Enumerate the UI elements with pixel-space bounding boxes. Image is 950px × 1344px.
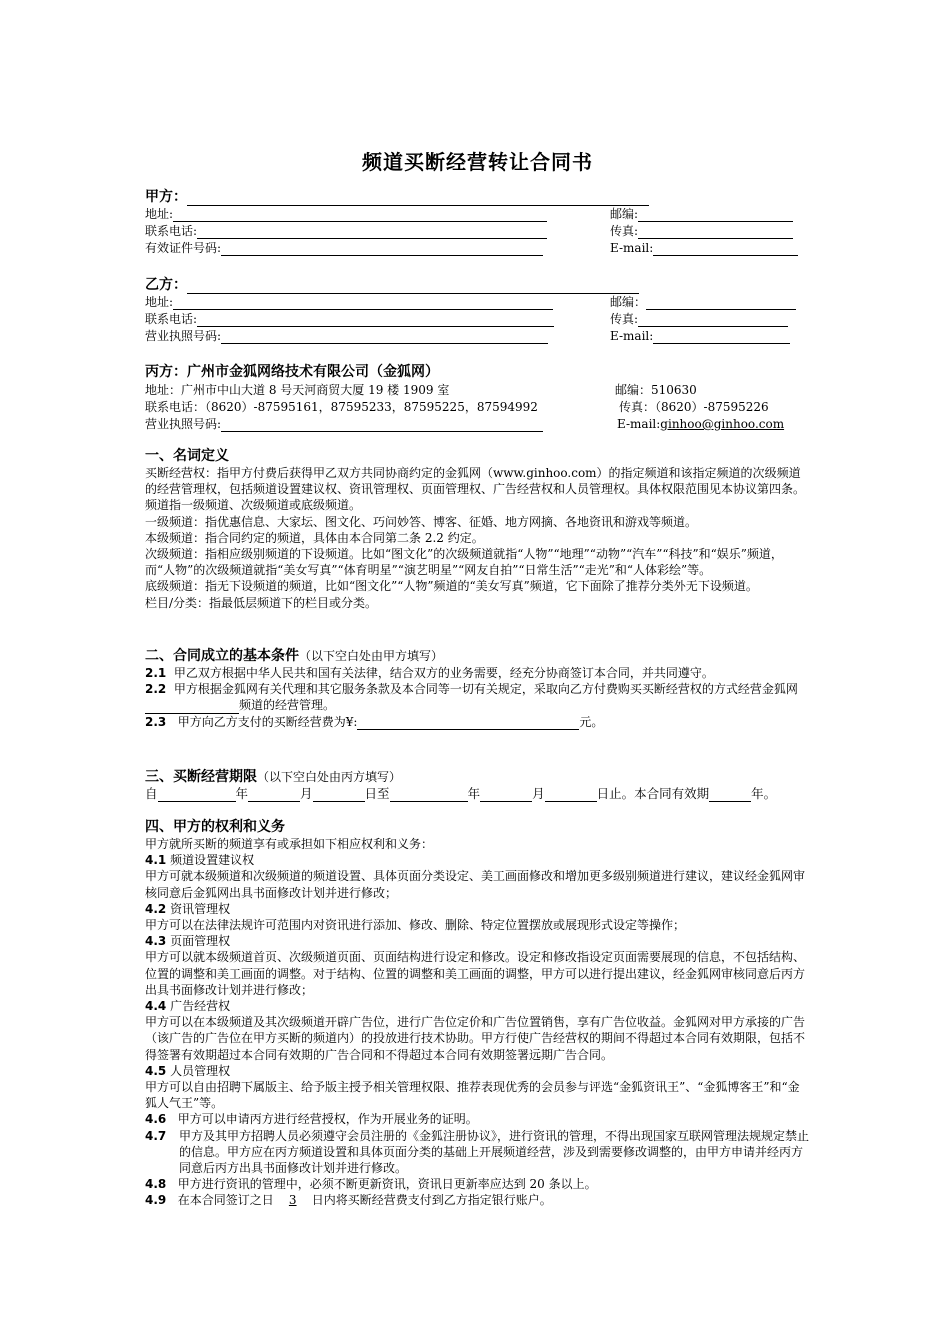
clause-4-4-text: 甲方可以在本级频道及其次级频道开辟广告位，进行广告位定价和广告位置销售，享有广告位收益。金狐网对甲方承接的广告（该广告的广告位在甲方买断的频道内）的投放进行技术协助。甲方行使广告经营权的期间不得超过本合同有效期限，包括不得签署有效期超过本合同有效期的广告合同和不得超过本合同有效期签署远期广告合同。 (145, 1015, 806, 1062)
party-c-license-field[interactable] (221, 418, 543, 432)
start-day-field[interactable] (313, 788, 365, 802)
clause-4-9-text: 在本合同签订之日 (177, 1193, 274, 1208)
section-2-note: （以下空白处由甲方填写） (299, 649, 444, 663)
clause-4-1-number: 4.1 (145, 853, 167, 868)
channel-name-field[interactable] (145, 700, 239, 714)
party-c-email-value[interactable]: ginhoo@ginhoo.com (660, 417, 785, 431)
term-from-label: 自 (145, 786, 158, 801)
section-4-intro: 甲方就所买断的频道享有或承担如下相应权利和义务： (145, 837, 434, 851)
party-b-phone-label: 联系电话: (145, 312, 198, 326)
party-b-postcode-label: 邮编： (610, 295, 647, 309)
payment-days-field[interactable]: 3 (288, 1193, 297, 1208)
clause-4-3-heading (145, 933, 810, 949)
party-c-license-label: 营业执照号码: (145, 417, 222, 431)
clause-4-3-number: 4.3 (145, 934, 167, 949)
definition-sublevel: 次级频道：指相应级别频道的下设频道。比如“图文化”的次级频道就指“人物”“地理”“动物”“汽车”“科技”和“娱乐”频道，而“人物”的次级频道就指“美女写真”“体育明星”“演艺明星”“网友自拍”“日常生活”“走光”和“人体彩绘”等。 (145, 547, 783, 578)
clause-2-2 (145, 681, 810, 713)
clause-4-1-title: 频道设置建议权 (170, 853, 255, 868)
section-1-body (145, 465, 810, 611)
clause-4-7-number: 4.7 (145, 1128, 167, 1143)
party-b-phone-field[interactable] (197, 313, 554, 327)
term-end-year-label: 年 (467, 786, 481, 801)
clause-4-1-heading (145, 852, 810, 868)
party-c-address: 地址：广州市中山大道 8 号天河商贸大厦 19 楼 1909 室 (145, 383, 450, 397)
term-month-label: 月 (300, 786, 313, 801)
clause-4-2-title: 资讯管理权 (170, 901, 231, 916)
page-title: 频道买断经营转让合同书 (362, 150, 593, 174)
clause-4-5-heading (145, 1063, 810, 1079)
section-1-heading: 一、名词定义 (145, 448, 229, 464)
party-b-heading (145, 276, 639, 294)
clause-4-4-number: 4.4 (145, 999, 167, 1014)
clause-4-6-text: 甲方可以申请丙方进行经营授权，作为开展业务的证明。 (177, 1112, 478, 1127)
definition-level1: 一级频道：指优惠信息、大家坛、图文化、巧问妙答、博客、征婚、地方网摘、各地资讯和游戏等频道。 (145, 514, 698, 529)
party-a-postcode-field[interactable] (638, 208, 793, 222)
clause-4-5-title: 人员管理权 (170, 1063, 231, 1078)
clause-4-9 (145, 1192, 810, 1208)
clause-4-9-number: 4.9 (145, 1193, 167, 1208)
party-c-postcode: 邮编：510630 (615, 383, 697, 397)
party-b-email-label: E-mail: (610, 329, 654, 343)
party-a-id-label: 有效证件号码: (145, 241, 222, 255)
party-c-email-label: E-mail: (617, 417, 661, 431)
party-a-fax-row (610, 223, 793, 239)
party-a-address-field[interactable] (173, 208, 547, 222)
section-3-note: （以下空白处由丙方填写） (257, 770, 402, 784)
buyout-fee-field[interactable] (357, 716, 579, 730)
term-year-end-label: 年。 (751, 786, 777, 801)
clause-4-7-text: 甲方及其甲方招聘人员必须遵守会员注册的《金狐注册协议》，进行资讯的管理，不得出现国家互联网管理法规规定禁止的信息。甲方应在丙方频道设置和具体页面分类的基础上开展频道经营，涉及到需要修改调整的，由甲方申请并经丙方同意后丙方出具书面修改计划并进行修改。 (179, 1128, 810, 1176)
definition-current-level: 本级频道：指合同约定的频道，具体由本合同第二条 2.2 约定。 (145, 530, 484, 545)
party-b-address-row (145, 294, 553, 310)
section-3-heading (145, 768, 401, 786)
party-c-heading: 丙方：广州市金狐网络技术有限公司（金狐网） (145, 364, 439, 380)
clause-4-5-text: 甲方可以自由招聘下属版主、给予版主授予相关管理权限、推荐表现优秀的会员参与评选“金狐资讯王”、“金狐博客王”和“金狐人气王”等。 (145, 1080, 800, 1111)
term-year-label: 年 (235, 786, 249, 801)
term-to-label: 日至 (364, 786, 390, 801)
party-b-license-label: 营业执照号码: (145, 329, 222, 343)
section-2-heading (145, 647, 443, 665)
party-c-license-row (145, 416, 543, 432)
party-b-phone-row (145, 311, 554, 327)
party-a-id-field[interactable] (221, 242, 543, 256)
party-a-phone-field[interactable] (197, 225, 547, 239)
party-a-label: 甲方： (145, 189, 187, 205)
end-month-field[interactable] (480, 788, 532, 802)
clause-4-2-text: 甲方可以在法律法规许可范围内对资讯进行添加、修改、删除、特定位置摆放或展现形式设定等操作； (145, 918, 686, 933)
party-b-fax-row (610, 311, 788, 327)
party-a-phone-label: 联系电话: (145, 224, 198, 238)
party-b-label: 乙方： (145, 277, 187, 293)
start-year-field[interactable] (158, 788, 236, 802)
term-row (145, 786, 776, 802)
clause-4-8-number: 4.8 (145, 1177, 167, 1192)
clause-4-9-text-end: 日内将买断经营费支付到乙方指定银行账户。 (311, 1193, 552, 1208)
clause-2-3-text: 甲方向乙方支付的买断经营费为¥: (177, 714, 358, 729)
party-b-license-row (145, 328, 548, 344)
term-end-month-label: 月 (532, 786, 545, 801)
party-a-address-label: 地址: (145, 207, 174, 221)
clause-2-3-unit: 元。 (579, 714, 604, 729)
section-3-title: 三、买断经营期限 (145, 769, 257, 785)
clause-2-1-text: 甲乙双方根据中华人民共和国有关法律，结合双方的业务需要，经充分协商签订本合同，并共同遵守。 (173, 666, 714, 680)
party-b-name-field[interactable] (187, 280, 639, 294)
party-c-fax: 传真：（8620）-87595226 (619, 400, 769, 414)
party-a-address-row (145, 206, 547, 222)
party-b-address-field[interactable] (173, 296, 553, 310)
party-a-id-row (145, 240, 543, 256)
party-b-address-label: 地址: (145, 295, 174, 309)
party-a-email-label: E-mail: (610, 241, 654, 255)
clause-2-2-text: 甲方根据金狐网有关代理和其它服务条款及本合同等一切有关规定，采取向乙方付费购买买断经营权的方式经营金狐网 (173, 682, 798, 697)
party-b-email-row (610, 328, 790, 344)
end-day-field[interactable] (545, 788, 597, 802)
clause-4-4-title: 广告经营权 (170, 999, 231, 1014)
party-a-postcode-label: 邮编: (610, 207, 639, 221)
section-4-heading: 四、甲方的权利和义务 (145, 819, 285, 835)
clause-4-8 (145, 1176, 810, 1192)
party-c-phone: 联系电话：（8620）-87595161，87595233，87595225，87594992 (145, 400, 538, 414)
clause-2-2-text-end: 频道的经营管理。 (239, 698, 336, 713)
section-2-title: 二、合同成立的基本条件 (145, 648, 299, 664)
clause-4-4-heading (145, 998, 810, 1014)
clause-2-3-number: 2.3 (145, 714, 167, 729)
party-b-postcode-field[interactable] (646, 296, 796, 310)
clause-4-3-title: 页面管理权 (170, 934, 231, 949)
party-b-fax-label: 传真: (610, 312, 639, 326)
clause-4-6-number: 4.6 (145, 1112, 167, 1127)
party-a-email-row (610, 240, 798, 256)
party-a-postcode-row (610, 206, 793, 222)
clause-2-2-number: 2.2 (145, 682, 167, 697)
party-a-name-field[interactable] (187, 192, 649, 206)
clause-4-6 (145, 1111, 810, 1127)
definition-buyout: 买断经营权：指甲方付费后获得甲乙双方共同协商约定的金狐网（www.ginhoo.com）的指定频道和该指定频道的次级频道的经营管理权，包括频道设置建议权、资讯管理权、页面管理权、广告经营权和人员管理权。具体权限范围见本协议第四条。频道指一级频道、次级频道或底级频道。 (145, 466, 806, 513)
section-4-body (145, 836, 810, 1209)
clause-4-2-heading (145, 901, 810, 917)
clause-4-7 (145, 1128, 810, 1177)
party-b-license-field[interactable] (221, 330, 548, 344)
clause-2-3 (145, 714, 810, 730)
definition-column: 栏目/分类：指最低层频道下的栏目或分类。 (145, 595, 378, 610)
party-a-phone-row (145, 223, 547, 239)
term-end-label: 日止。本合同有效期 (596, 786, 710, 801)
end-year-field[interactable] (390, 788, 468, 802)
party-b-postcode-row (610, 294, 796, 310)
clause-4-1-text: 甲方可就本级频道和次级频道的频道设置、具体页面分类设定、美工画面修改和增加更多级别频道进行建议，建议经金狐网审核同意后金狐网出具书面修改计划并进行修改； (145, 869, 806, 900)
party-a-heading (145, 188, 649, 206)
party-a-email-field[interactable] (653, 242, 798, 256)
party-a-fax-label: 传真: (610, 224, 639, 238)
clause-4-8-text: 甲方进行资讯的管理中，必须不断更新资讯，资讯日更新率应达到 20 条以上。 (177, 1177, 597, 1192)
validity-years-field[interactable] (709, 788, 751, 802)
definition-bottom-level: 底级频道：指无下设频道的频道，比如“图文化”“人物”频道的“美女写真”频道，它下面除了推荐分类外无下设频道。 (145, 579, 758, 594)
start-month-field[interactable] (248, 788, 300, 802)
clause-4-2-number: 4.2 (145, 901, 167, 916)
section-2-body (145, 665, 810, 730)
party-c-email-row (617, 416, 784, 432)
clause-4-3-text: 甲方可以就本级频道首页、次级频道页面、页面结构进行设定和修改。设定和修改指设定页面需要展现的信息，不包括结构、位置的调整和美工画面的调整。对于结构、位置的调整和美工画面的调整，甲方可以进行提出建议，经金狐网审核同意后丙方出具书面修改计划并进行修改； (145, 950, 806, 997)
clause-4-5-number: 4.5 (145, 1063, 167, 1078)
party-b-fax-field[interactable] (638, 313, 788, 327)
party-b-email-field[interactable] (653, 330, 790, 344)
clause-2-1-number: 2.1 (145, 666, 167, 680)
clause-2-1 (145, 665, 810, 681)
party-a-fax-field[interactable] (638, 225, 793, 239)
